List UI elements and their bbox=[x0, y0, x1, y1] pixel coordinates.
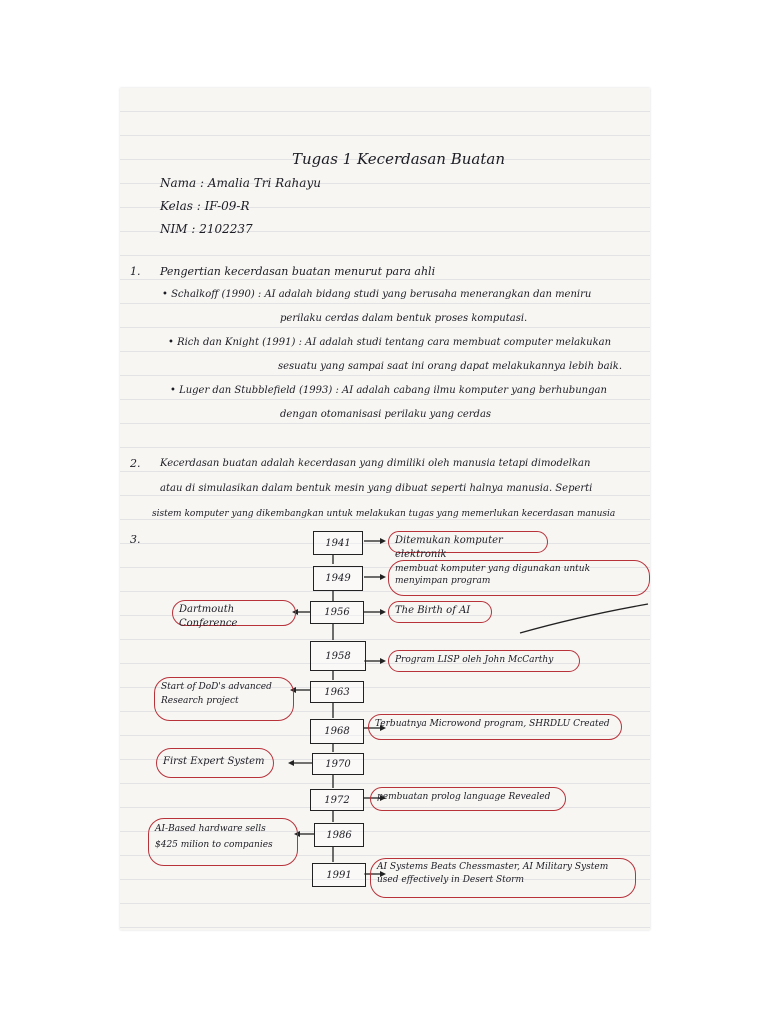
event-1963: Start of DoD's advanced Research project bbox=[154, 677, 294, 721]
q1-item-3-line2: dengan otomanisasi perilaku yang cerdas bbox=[280, 409, 492, 420]
page-title: Tugas 1 Kecerdasan Buatan bbox=[292, 150, 505, 168]
event-1968: Terbuatnya Microwond program, SHRDLU Created bbox=[368, 714, 622, 740]
event-1970: First Expert System bbox=[156, 748, 274, 778]
event-1991: AI Systems Beats Chessmaster, AI Military System used effectively in Desert Storm bbox=[370, 858, 636, 898]
notebook-page bbox=[120, 88, 650, 930]
q1-item-2-line2: sesuatu yang sampai saat ini orang dapat melakukannya lebih baik. bbox=[278, 361, 623, 372]
timeline-year-1941: 1941 bbox=[313, 531, 363, 555]
event-1972: pembuatan prolog language Revealed bbox=[370, 787, 566, 811]
q2-line2: atau di simulasikan dalam bentuk mesin yang dibuat seperti halnya manusia. Seperti bbox=[160, 483, 593, 494]
q1-item-3-line1: • Luger dan Stubblefield (1993) : AI adalah cabang ilmu komputer yang berhubungan bbox=[170, 385, 607, 396]
q3-number: 3. bbox=[130, 533, 141, 546]
q1-number: 1. bbox=[130, 265, 141, 278]
event-1956: The Birth of AI bbox=[388, 601, 492, 623]
timeline-year-1968: 1968 bbox=[310, 719, 364, 744]
event-1941: Ditemukan komputer elektronik bbox=[388, 531, 548, 553]
timeline-year-1986: 1986 bbox=[314, 823, 364, 847]
event-1986: AI-Based hardware sells $425 milion to companies bbox=[148, 818, 298, 866]
timeline-year-1949: 1949 bbox=[313, 566, 363, 591]
timeline-year-1963: 1963 bbox=[310, 681, 364, 703]
q1-heading: Pengertian kecerdasan buatan menurut para ahli bbox=[160, 265, 436, 278]
timeline-year-1991: 1991 bbox=[312, 863, 366, 887]
timeline-year-1970: 1970 bbox=[312, 753, 364, 775]
event-1949: membuat komputer yang digunakan untuk menyimpan program bbox=[388, 560, 650, 596]
event-1956-left: Dartmouth Conference bbox=[172, 600, 296, 626]
q1-item-1-line2: perilaku cerdas dalam bentuk proses komputasi. bbox=[280, 313, 528, 324]
q1-item-2-line1: • Rich dan Knight (1991) : AI adalah studi tentang cara membuat computer melakukan bbox=[168, 337, 612, 348]
timeline-year-1972: 1972 bbox=[310, 789, 364, 811]
nim-line: NIM : 2102237 bbox=[160, 222, 253, 236]
q2-line1: Kecerdasan buatan adalah kecerdasan yang dimiliki oleh manusia tetapi dimodelkan bbox=[160, 458, 591, 469]
event-1958: Program LISP oleh John McCarthy bbox=[388, 650, 580, 672]
name-line: Nama : Amalia Tri Rahayu bbox=[160, 176, 321, 190]
q2-number: 2. bbox=[130, 457, 141, 470]
timeline-year-1958: 1958 bbox=[310, 641, 366, 671]
q1-item-1-line1: • Schalkoff (1990) : AI adalah bidang studi yang berusaha menerangkan dan meniru bbox=[162, 289, 592, 300]
q2-line3: sistem komputer yang dikembangkan untuk melakukan tugas yang memerlukan kecerdasan manusia bbox=[152, 509, 616, 519]
timeline-year-1956: 1956 bbox=[310, 601, 364, 624]
class-line: Kelas : IF-09-R bbox=[160, 199, 250, 213]
